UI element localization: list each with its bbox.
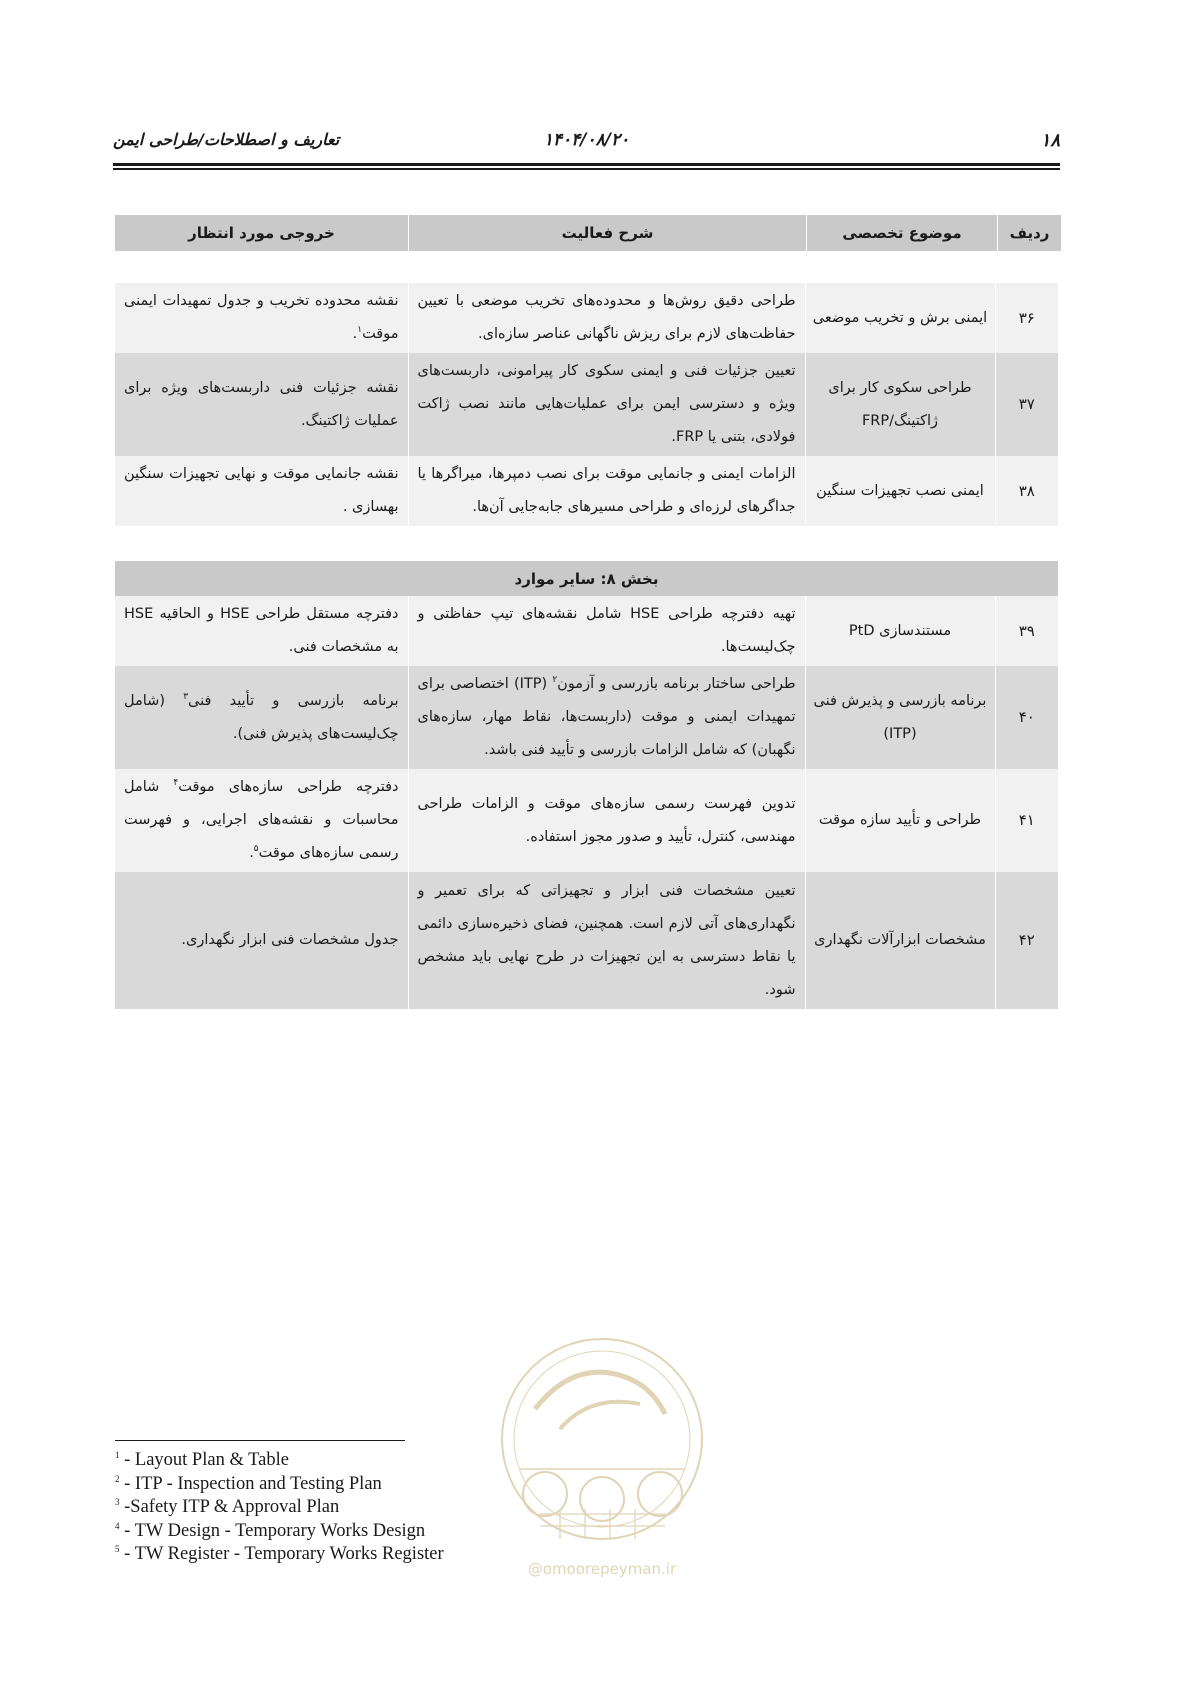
row-output: جدول مشخصات فنی ابزار نگهداری. [115, 872, 408, 1009]
row-num: ۳۷ [995, 353, 1058, 456]
table-row [115, 666, 1058, 769]
header-rule-thick [113, 163, 1060, 166]
activity-table-1 [115, 283, 1058, 526]
row-description: تدوین فهرست رسمی سازه‌های موقت و الزامات طراحی مهندسی، کنترل، تأیید و صدور مجوز استفاده. [408, 769, 805, 872]
row-description: تعیین جزئیات فنی و ایمنی سکوی کار پیرامونی، داربست‌های ویژه و دسترسی ایمن برای عملیات‌هایی مانند نصب ژاکت فولادی، بتنی یا FRP. [408, 353, 805, 456]
page-number: ۱۸ [1040, 130, 1060, 151]
row-subject: برنامه بازرسی و پذیرش فنی (ITP) [805, 666, 995, 769]
row-num: ۳۹ [995, 596, 1058, 666]
col-header-output: خروجی مورد انتظار [115, 215, 409, 251]
table-row [115, 769, 1058, 872]
section-title: بخش ۸: سایر موارد [115, 561, 1058, 596]
row-description: طراحی ساختار برنامه بازرسی و آزمون$^۲$ (ITP) اختصاصی برای تمهیدات ایمنی و موقت (داربست‌ها، نقاط مهار، سازه‌های نگهبان) که شامل الزامات بازرسی و تأیید فنی باشد. [408, 666, 805, 769]
row-subject: ایمنی برش و تخریب موضعی [805, 283, 995, 353]
row-output: نقشه جانمایی موقت و نهایی تجهیزات سنگین بهسازی . [115, 456, 408, 526]
footnote-ref[interactable]: ۲ [552, 675, 558, 686]
table-row [115, 872, 1058, 1009]
row-subject: طراحی سکوی کار برای ژاکتینگ/FRP [805, 353, 995, 456]
header-date: ۱۴۰۴/۰۸/۲۰ [543, 130, 630, 150]
row-description: الزامات ایمنی و جانمایی موقت برای نصب دمپرها، میراگرها یا جداگرهای لرزه‌ای و طراحی مسیرهای جابه‌جایی آن‌ها. [408, 456, 805, 526]
footnote-item: $^3$ -Safety ITP & Approval Plan [115, 1496, 340, 1517]
footnote-ref[interactable]: ۵ [253, 844, 259, 855]
row-output: نقشه جزئیات فنی داربست‌های ویژه برای عملیات ژاکتینگ. [115, 353, 408, 456]
row-num: ۳۸ [995, 456, 1058, 526]
watermark-site: @omoorepeyman.ir [527, 1560, 677, 1578]
row-subject: ایمنی نصب تجهیزات سنگین [805, 456, 995, 526]
row-num: ۴۰ [995, 666, 1058, 769]
footnote-item: $^4$ - TW Design - Temporary Works Design [115, 1520, 426, 1541]
table-row [115, 283, 1058, 353]
header-title: تعاریف و اصطلاحات/طراحی ایمن [113, 130, 340, 149]
col-header-description: شرح فعالیت [409, 215, 807, 251]
row-output: دفترچه مستقل طراحی HSE و الحاقیه HSE به مشخصات فنی. [115, 596, 408, 666]
footnote-ref[interactable]: ۱ [357, 325, 363, 336]
row-num: ۴۲ [995, 872, 1058, 1009]
row-num: ۳۶ [995, 283, 1058, 353]
col-header-subject: موضوع تخصصی [807, 215, 998, 251]
row-subject: مشخصات ابزارآلات نگهداری [805, 872, 995, 1009]
table-row [115, 353, 1058, 456]
table-header [115, 215, 1061, 251]
omoorepeyman-seal-icon [490, 1334, 715, 1584]
footnote-rule [115, 1440, 405, 1441]
footnote-item: $^1$ - Layout Plan & Table [115, 1449, 289, 1470]
table-row [115, 456, 1058, 526]
row-description: تهیه دفترچه طراحی HSE شامل نقشه‌های تیپ حفاظتی و چک‌لیست‌ها. [408, 596, 805, 666]
col-header-num: ردیف [998, 215, 1062, 251]
section-row [115, 561, 1058, 596]
footnote-item: $^2$ - ITP - Inspection and Testing Plan [115, 1473, 382, 1494]
row-output: برنامه بازرسی و تأیید فنی$^۳$ (شامل چک‌لیست‌های پذیرش فنی). [115, 666, 408, 769]
footnote-ref[interactable]: ۴ [173, 778, 179, 789]
row-description: طراحی دقیق روش‌ها و محدوده‌های تخریب موضعی با تعیین حفاظت‌های لازم برای ریزش ناگهانی عناصر سازه‌ای. [408, 283, 805, 353]
footnote-item: $^5$ - TW Register - Temporary Works Register [115, 1543, 444, 1564]
row-output: نقشه محدوده تخریب و جدول تمهیدات ایمنی موقت$^۱$. [115, 283, 408, 353]
page-header [113, 130, 1060, 158]
row-description: تعیین مشخصات فنی ابزار و تجهیزاتی که برای تعمیر و نگهداری‌های آتی لازم است. همچنین، فضای ذخیره‌سازی دائمی یا نقاط دسترسی به این تجهیزات در طرح نهایی باید مشخص شود. [408, 872, 805, 1009]
footnote-ref[interactable]: ۳ [183, 691, 189, 702]
row-num: ۴۱ [995, 769, 1058, 872]
row-subject: طراحی و تأیید سازه موقت [805, 769, 995, 872]
activity-table-2 [115, 561, 1058, 1009]
header-rule-thin [113, 168, 1060, 170]
row-subject: مستندسازی PtD [805, 596, 995, 666]
footnotes [115, 1449, 444, 1567]
table-row [115, 596, 1058, 666]
row-output: دفترچه طراحی سازه‌های موقت$^۴$ شامل محاسبات و نقشه‌های اجرایی، و فهرست رسمی سازه‌های موقت$^۵$. [115, 769, 408, 872]
